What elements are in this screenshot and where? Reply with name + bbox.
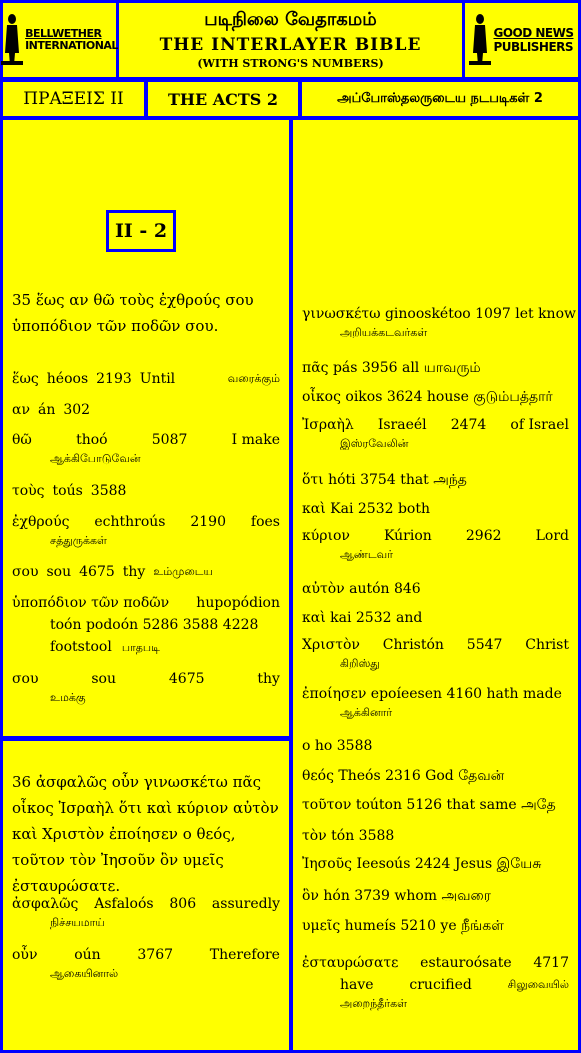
word-row [302, 498, 569, 520]
title-tamil: படிநிலை வேதாகமம் [204, 9, 377, 30]
figure-icon [469, 13, 491, 67]
word-row [12, 429, 280, 467]
translit: oún [74, 947, 101, 963]
word-part: 2962 [465, 528, 502, 544]
word-line: τὸν tón 3588 [302, 828, 395, 844]
word-part: Christón [382, 637, 444, 653]
word-line: ἐποίησεν epoíeesen 4160 hath made [302, 686, 562, 702]
logo-line-2: INTERNATIONAL [25, 39, 118, 52]
tab-tamil: அப்போஸ்தலருடைய நடபடிகள் 2 [302, 82, 578, 116]
word-line: ὃν hón 3739 whom அவரை [302, 888, 491, 904]
verse36-panel [3, 741, 289, 1050]
word-row [302, 683, 569, 721]
right-logo [465, 3, 578, 77]
greek-word: τοὺς [12, 483, 45, 499]
word-part: κύριον [302, 528, 350, 544]
word-part: of Israel [510, 417, 569, 433]
word-row [302, 885, 569, 907]
english-gloss: Therefore [209, 947, 280, 963]
gloss-part: crucified [409, 977, 472, 993]
word-row [302, 525, 569, 563]
word-part: Christ [525, 637, 569, 653]
tamil-gloss: இஸ்ரவேலின் [340, 437, 409, 450]
strong-number: 4675 [79, 564, 115, 580]
strong-number: 4675 [168, 671, 205, 687]
tamil-gloss: வரைக்கும் [227, 372, 280, 385]
strong-number: 2193 [96, 371, 132, 387]
tamil-gloss: ஆகையினால் [50, 967, 119, 980]
verse35-panel [3, 120, 289, 736]
word-part: 2474 [450, 417, 487, 433]
strong-number: 3588 [90, 483, 127, 499]
strong-number: 302 [63, 402, 91, 418]
goodnews-logo-icon [469, 13, 573, 67]
strong-number: 806 [169, 896, 197, 912]
translit: echthroús [94, 514, 166, 530]
verse36-text: 36 ἀσφαλῶς οὖν γινωσκέτω πᾶς οἶκος Ἰσραὴλ ὅτι καὶ κύριον αὐτὸν καὶ Χριστὸν ἐποίησεν ο θεός, τοῦτον τὸν Ἰησοῦν ὃν υμεῖς ἐσταυρώσατε. [12, 773, 279, 895]
tamil-gloss: நிச்சயமாய் [50, 916, 105, 929]
translit: Asfaloós [94, 896, 154, 912]
word-row [302, 853, 569, 875]
word-part: Israeél [377, 417, 427, 433]
word-part: estauroósate [420, 955, 512, 971]
tamil-gloss: உமக்கு [50, 691, 86, 704]
word-line: τοῦτον toúton 5126 that same அதே [302, 797, 556, 813]
word-part: Χριστὸν [302, 637, 360, 653]
greek-word: αν [12, 402, 30, 418]
gloss-part: சிலுவையில் [507, 978, 569, 991]
word-part: 5547 [466, 637, 503, 653]
translit: án [37, 402, 56, 418]
right-word-panel [293, 120, 578, 1050]
word-line: καὶ kai 2532 and [302, 610, 423, 626]
word-line: καὶ Kai 2532 both [302, 501, 430, 517]
tamil-gloss: ஆண்டவர் [340, 548, 393, 561]
greek-word: οὖν [12, 947, 38, 963]
logo-line-2: PUBLISHERS [493, 40, 574, 54]
word-line: πᾶς pás 3956 all யாவரும் [302, 360, 481, 376]
word-row [12, 480, 280, 502]
word-row [12, 893, 280, 931]
word-row [12, 944, 280, 982]
translit: sou [91, 671, 117, 687]
word-row [12, 399, 280, 421]
english-gloss: foes [250, 514, 280, 530]
word-line: θεός Theós 2316 God தேவன் [302, 768, 505, 784]
title-main: THE INTERLAYER BIBLE [159, 35, 422, 55]
word-row [302, 578, 569, 600]
word-part: Ἰσραὴλ [302, 417, 354, 433]
word-row [12, 668, 280, 706]
bellwether-logo-icon [1, 13, 118, 67]
word-row [302, 386, 569, 408]
word-part: 4717 [533, 955, 569, 971]
greek-word: σου [12, 671, 39, 687]
word-row [302, 952, 569, 1012]
word-part: Kúrion [384, 528, 432, 544]
word-row [12, 511, 280, 549]
tamil-gloss: அறைந்தீர்கள் [340, 997, 408, 1010]
greek-word: θῶ [12, 432, 32, 448]
translit: sou [46, 564, 72, 580]
translit: héoos [46, 371, 89, 387]
logo-line-1: BELLWETHER [25, 27, 102, 40]
word-line: οἶκος oikos 3624 house குடும்பத்தார் [302, 389, 553, 405]
word-row [12, 592, 280, 659]
tamil-gloss: பாதபடி [121, 641, 160, 654]
word-line: Ἰησοῦς Ieesoús 2424 Jesus இயேசு [302, 856, 542, 872]
greek-word: ὑποπόδιον τῶν ποδῶν [12, 595, 170, 611]
translit: hupopódion [196, 595, 280, 611]
word-line: ὅτι hóti 3754 that அந்த [302, 472, 467, 488]
greek-word: ἕως [12, 371, 39, 387]
english-gloss: I make [231, 432, 280, 448]
word-row [12, 561, 280, 583]
word-line: ο ho 3588 [302, 738, 373, 754]
word-row [302, 825, 569, 847]
translit: toús [52, 483, 83, 499]
title-sub: (WITH STRONG'S NUMBERS) [197, 57, 384, 70]
tamil-gloss: சத்துருக்கள் [50, 534, 107, 547]
footstool-line: toón podoón 5286 3588 4228 [50, 617, 259, 633]
greek-word: ἐχθρούς [12, 514, 70, 530]
tamil-gloss: உம்முடைய [153, 565, 213, 578]
tab-greek: ΠΡΑΞΕΙΣ II [3, 82, 144, 116]
english-gloss: Until [139, 371, 176, 387]
english-gloss: thy [122, 564, 146, 580]
word-line: υμεῖς humeís 5210 ye நீங்கள் [302, 918, 504, 934]
word-row [302, 765, 569, 787]
word-row [302, 634, 569, 672]
word-row [302, 735, 569, 757]
word-row [302, 469, 569, 491]
word-line: αὐτὸν autón 846 [302, 581, 421, 597]
word-row [302, 357, 569, 379]
english-gloss: thy [257, 671, 280, 687]
strong-number: 5087 [151, 432, 188, 448]
tamil-gloss: அறியக்கடவர்கள் [340, 326, 428, 339]
title-block [119, 3, 462, 77]
english-gloss: assuredly [211, 896, 280, 912]
gloss-part: have [340, 977, 374, 993]
tab-english: THE ACTS 2 [148, 82, 298, 116]
translit: thoó [76, 432, 108, 448]
word-row [302, 915, 569, 937]
tamil-gloss: ஆக்கிபோடுவேன் [50, 452, 141, 465]
strong-number: 3767 [137, 947, 174, 963]
english-gloss: footstool [50, 639, 112, 655]
left-logo [3, 3, 116, 77]
tamil-gloss: கிறிஸ்து [340, 657, 380, 670]
word-line: γινωσκέτω ginooskétoo 1097 let know [302, 306, 576, 322]
greek-word: σου [12, 564, 39, 580]
chapter-label: II - 2 [106, 210, 176, 252]
strong-number: 2190 [190, 514, 226, 530]
word-row [302, 414, 569, 452]
word-row [302, 794, 569, 816]
word-row [302, 303, 576, 341]
word-part: Lord [535, 528, 569, 544]
word-part: ἐσταυρώσατε [302, 955, 399, 971]
figure-icon [1, 13, 23, 67]
word-row [302, 607, 569, 629]
logo-line-1: GOOD NEWS [493, 26, 574, 40]
verse35-text: 35 ἕως αν θῶ τοὺς ἐχθρούς σου ὑποπόδιον τῶν ποδῶν σου. [12, 291, 254, 335]
greek-word: ἀσφαλῶς [12, 896, 79, 912]
word-row [12, 368, 280, 390]
tamil-gloss: ஆக்கினார் [340, 706, 393, 719]
